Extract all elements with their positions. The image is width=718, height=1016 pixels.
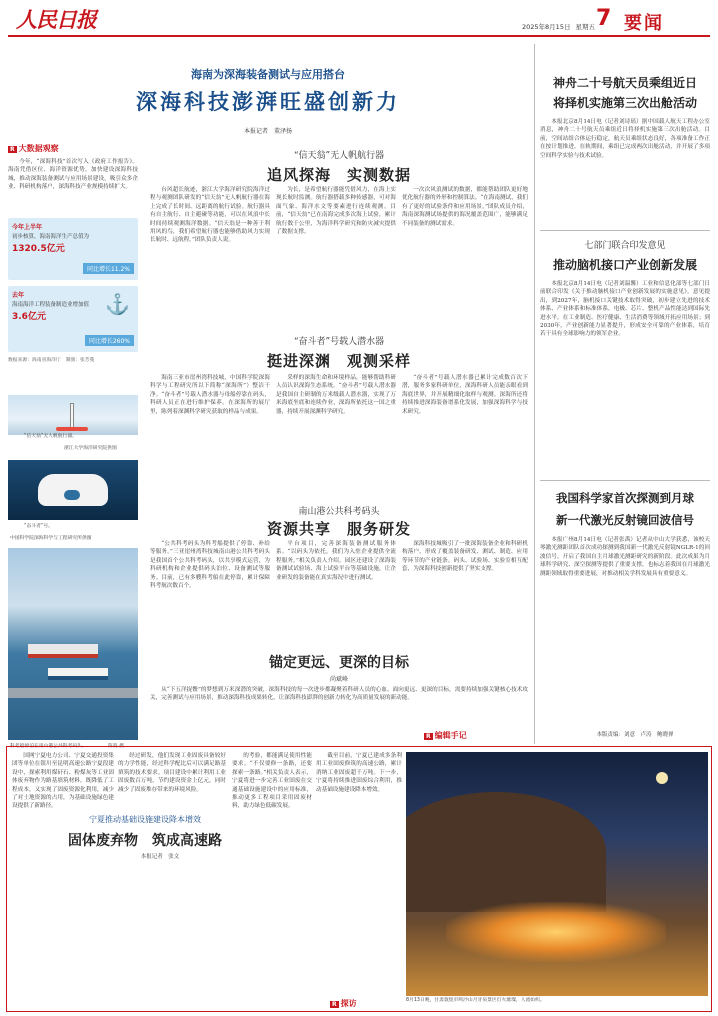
bottom-col2-top: 经过研发，他们发现工业固废具备较好的力学性能，经过科学配比后可以满足路基填筑的技术要求。项目建设中累计利用工业固废数百万吨，节约建设资金上亿元，同时减少了固废堆存带来的环境风险。: [118, 753, 226, 793]
story1-col1: 台风超长航迹，浙江大学海洋研究院海洋过程与观测团队研发的“信天翁”无人帆航行器在海上完成了长时间、远距离的航行试验。航行器具有自主航行、自主避碰等功能，可以在风浪中长时间持续观测海洋数据。“信天翁是一种善于利用风的鸟，我们希望航行器也能够借助风力实现长航时、远航程。”团队负责人说。: [150, 187, 270, 244]
pier: [8, 688, 138, 698]
story2-col2: 采样的深海生命和环境样品，能够帮助科研人员认识深海生态系统。“奋斗者”号载人潜水器是我国自主研制的万米级载人潜水器，实现了万米海底坐底和连续作业，深海所依托这一国之重器，持续开展深渊科学研究。: [276, 375, 396, 415]
submersible-window: [64, 490, 80, 500]
masthead-rule: [8, 35, 710, 37]
story2-col3: “奋斗者”号载人潜水器已累计完成数百次下潜，服务多家科研单位，深海科研人员能亲眼看到海底世界，并开展精细化取样与观测。深海所还将持续推进深海装备谱系化发展，加强深海科学与技术研究。: [402, 375, 528, 415]
stat1-label: 今年上半年: [12, 224, 43, 231]
story1-kicker: “信天翁”无人帆航行器: [293, 151, 385, 161]
photo-dunhuang-night: [406, 752, 708, 996]
stat1-line: 初步核算，海南海洋生产总值为: [12, 234, 90, 240]
right1-text: 本报北京8月14日电（记者刘诗瑶）据中国载人航天工程办公室消息，神舟二十号航天员乘组近日将择机实施第三次出舱活动。目前，空间站组合体运行稳定，航天员乘组状态良好，各项准备工作正在按计划推进。在轨期间，乘组已完成两次出舱活动，并开展了多项空间科学实验与技术试验。: [540, 119, 710, 159]
right1-title-line1: 神舟二十号航天员乘组近日: [552, 76, 697, 90]
column-divider: [534, 44, 535, 744]
right3-text: 本报广州8月14日电（记者张禹）记者从中山大学获悉，该校天琴激光测距团队首次成功探测到我国新一代激光反射镜NGLR-1的回波信号，开启了我国自主月球激光测距研究的新阶段。此次成果为月球科学研究、深空探测等提供了重要支撑，也标志着我国在月球激光测距领域取得重要进展，对推动相关学科发展具有重要意义。: [540, 537, 710, 577]
sail-drone-shape: [70, 403, 74, 429]
right2-text: 本报北京8月14日电（记者刘温馨）工业和信息化部等七部门日前联合印发《关于推动脑机接口产业创新发展的实施意见》。意见提出，到2027年，脑机接口关键技术取得突破，初步建立先进的技术体系、产业体系和标准体系，电极、芯片、整机产品性能达到国际先进水平，在工业制造、医疗健康、生活消费等领域开拓应用场景；到2030年，产业创新能力显著提升，形成安全可靠的产业体系，培育若干具有全球影响力的领军企业。: [540, 281, 710, 338]
stat2-label: 去年: [12, 292, 25, 299]
data-box-title: R 大数据观察: [10, 144, 59, 153]
data-box-source: 数据来源：海南省海洋厅 制图：张芳蔓: [8, 358, 95, 363]
pavilion-lights: [446, 902, 666, 962]
bottom-photo-caption: 8月13日晚，甘肃敦煌市鸣沙山月牙泉景区灯火璀璨，人流如织。: [406, 998, 545, 1003]
moon-shape: [656, 772, 668, 784]
photo2-caption: “奋斗者”号。: [24, 524, 53, 529]
stat2-line: 海南海洋工程装备制造业增加值: [12, 302, 90, 308]
page-editor: 本版责编：刘意 卢涛 鲍晓禅: [596, 732, 674, 738]
stat2-value: 3.6亿元: [12, 312, 46, 322]
right3-title-line2: 新一代激光反射镜回波信号: [556, 513, 694, 527]
commentary-text: 从“下五洋捉鳖”的梦想到万米深潜的突破，深海科技的每一次进步都凝聚着科研人员的心血。面向更远、更深的目标，需要持续加强关键核心技术攻关，完善测试与应用场景，推动深海科技成果转化，让深海科技澎湃的创新力转化为高质量发展的新动能。: [150, 687, 528, 702]
issue-date: [522, 22, 595, 31]
photo3-caption: 科考船停泊在南山港公共科考码头。: [10, 744, 87, 749]
stat1-growth: 同比增长11.2%: [83, 263, 134, 274]
stat2-growth: 同比增长260%: [85, 335, 134, 346]
right3-title-line1: 我国科学家首次探测到月球: [556, 491, 694, 505]
data-box-intro: 今年，“深海科技”首次写入《政府工作报告》。海南凭借区位、海洋资源优势，加快建设深海科技城，推动深海装备测试与应用场景建设，吸引众多企业、科研机构落户，深海科技产业规模持续扩大。: [8, 159, 138, 191]
story3-col3: 深海科技城吸引了一批深海装备企业和科研机构落户，形成了覆盖装备研发、测试、制造、应用等环节的产业链条。码头、试验场、实验室相互配套，为深海科技创新提供了坚实支撑。: [402, 541, 528, 573]
story3-col2: 平台项目，完善深海装备测试服务体系。“以码头为依托，我们为入驻企业提供全流程服务。”相关负责人介绍。园区还建设了深海装备测试试验场、海上试验平台等基础设施，让企业研发的装备能在真实海况中进行测试。: [276, 541, 396, 581]
story1-title: 追风探海 实测数据: [266, 166, 411, 184]
photo2-credit: 中国科学院深海科学与工程研究所供图: [10, 536, 92, 541]
section-name: 要闻: [624, 13, 664, 34]
photo-fendouzhe: [8, 460, 138, 520]
r-badge-icon: R: [426, 733, 431, 740]
right-divider-2: [540, 480, 710, 481]
commentary-author: 尚斌峰: [329, 676, 348, 683]
anchor-icon: ⚓: [105, 292, 130, 316]
bottom-title: 固体废弃物 筑成高速路: [68, 833, 222, 849]
bottom-byline: 本报记者 张文: [140, 854, 180, 860]
page-number: 7: [596, 6, 612, 31]
newspaper-logo: 人民日报: [16, 7, 96, 32]
right1-title-line2: 将择机实施第三次出舱活动: [552, 96, 697, 110]
bottom-col4: 截至目前，宁夏已建成多条利用工业固废修筑的高速公路，累计消纳工业固废超千万吨。下一步，宁夏将持续推进固废综合利用，推动基础设施建设降本增效。: [316, 753, 402, 793]
story3-title: 资源共享 服务研发: [266, 520, 411, 538]
stat-card-2: [8, 286, 138, 352]
story2-kicker: “奋斗者”号载人潜水器: [293, 337, 385, 347]
sail-drone-hull: [56, 427, 88, 431]
story1-col2: 为长，是希望航行器能凭借风力，在海上实现长航时监测。航行器搭载多种传感器，可对海面气象、海洋水文等要素进行连续观测。目前，“信天翁”已在南海完成多次海上试验，累计航行数千公里，为海洋科学研究和防灾减灾提供了数据支撑。: [276, 187, 396, 236]
photo1-credit: 浙江大学海洋研究院供图: [64, 446, 117, 451]
bottom-kicker: 宁夏推动基础设施建设降本增效: [89, 815, 201, 824]
lead-byline: 本报记者 董泽扬: [243, 128, 292, 135]
commentary-title: 锚定更远、更深的目标: [269, 655, 409, 671]
bottom-col1-top: 国网宁夏电力公司、宁夏交通投资集团等单位在银川至昆明高速公路宁夏段建设中，探索利用煤矸石、粉煤灰等工业固体废弃物作为路基填筑材料，既降低了工程成本，又实现了固废资源化利用，减少了对土地资源的占用，为基础设施绿色建设提供了新路径。: [12, 753, 114, 810]
right2-title: 推动脑机接口产业创新发展: [552, 258, 697, 272]
story3-kicker: 南山港公共科考码头: [298, 507, 380, 517]
r-badge-icon: R: [332, 1001, 337, 1008]
lead-kicker: 海南为深海装备测试与应用搭台: [191, 68, 345, 81]
bottom-col3: 的考验，都能满足使用性能要求。“不仅要修一条路，还要探索一条路。”相关负责人表示，宁夏将进一步完善工业固废在交通基础设施建设中的应用标准，推动更多工程项目采用固废材料，助力绿色低碳发展。: [232, 753, 312, 810]
story1-col3: 一次次风浪测试的数据，都能帮助团队更好地优化航行器的外形和控制算法。“在海南测试，我们有了更好的试验条件和应用场景。”团队成员介绍，海南深海测试场提供的海况覆盖范围广，能够满足不同装备的测试需求。: [402, 187, 528, 227]
photo-sail-drone: [8, 395, 138, 435]
right-divider-1: [540, 230, 710, 231]
masthead: [0, 0, 718, 36]
tanfang-tag: R 探访: [332, 999, 357, 1008]
photo3-credit: 陈骁 摄: [108, 744, 124, 749]
photo1-caption: “信天翁”无人帆航行器。: [24, 434, 77, 439]
date-text: 2025年8月15日: [522, 23, 571, 31]
story3-col1: “公共科考码头为科考船提供了停靠、补给等服务。”三亚崖州湾科技城南山港公共科考码头是我国首个公共科考码头，以共享模式运营，为科研机构和企业提供码头泊位、设备测试等服务。目前，已有多艘科考船在此停靠，累计保障科考航次数百个。: [150, 541, 270, 590]
dune-shape: [406, 792, 606, 912]
stat1-value: 1320.5亿元: [12, 244, 65, 254]
ship-1: [28, 644, 98, 658]
photo-port: [8, 548, 138, 740]
editor-note-label: R 编辑手记: [426, 731, 467, 740]
story2-title: 挺进深渊 观测采样: [266, 352, 411, 370]
weekday-text: 星期五: [575, 23, 596, 31]
ship-2: [48, 668, 108, 680]
data-box: [8, 143, 138, 385]
lead-title: 深海科技澎湃旺盛创新力: [136, 90, 400, 114]
stat-card-1: [8, 218, 138, 280]
right2-kicker: 七部门联合印发意见: [584, 241, 666, 251]
r-badge-icon: R: [10, 146, 15, 153]
story2-col1: 海南三亚市崖州湾科技城，中国科学院深海科学与工程研究所以下简称“深海所”）整洁干净。“奋斗者”号载人潜水器与母船停靠在码头，科研人员正在进行维护保养。在深海所的展厅里，陈列着深渊科学研究获取的样品与成果。: [150, 375, 270, 415]
